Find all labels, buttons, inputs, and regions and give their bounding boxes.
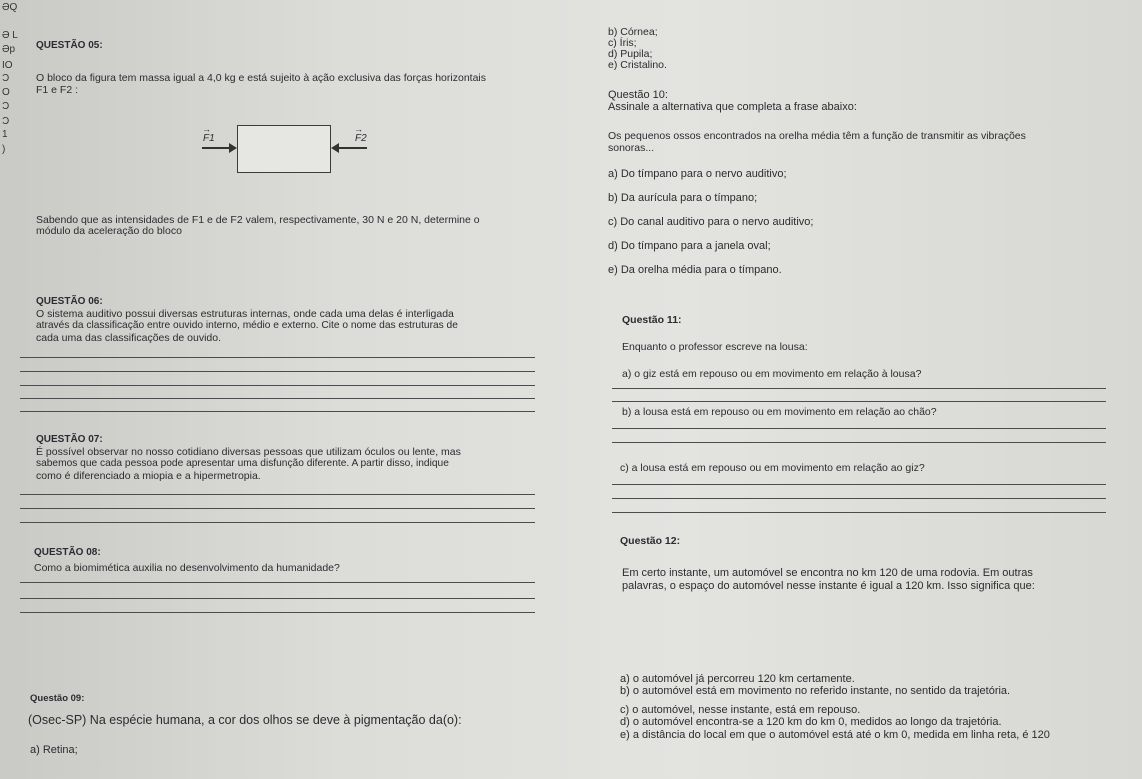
q07-text-1: É possível observar no nosso cotidiano diversas pessoas que utilizam óculos ou lente, mas <box>36 446 461 458</box>
answer-line[interactable] <box>612 401 1106 402</box>
q12-text-1: Em certo instante, um automóvel se encontra no km 120 de uma rodovia. Em outras <box>622 567 1033 579</box>
force-f1-arrow <box>202 147 235 149</box>
q10-text-3: sonoras... <box>608 142 655 154</box>
answer-line[interactable] <box>20 494 535 495</box>
edge-mark: ) <box>2 144 6 155</box>
q11-item-b: b) a lousa está em repouso ou em movimento em relação ao chão? <box>622 406 937 418</box>
q12-option-e: e) a distância do local em que o automóvel está até o km 0, medida em linha reta, é 120 <box>620 729 1050 741</box>
q11-title: Questão 11: <box>622 314 682 326</box>
q09-option-a: a) Retina; <box>30 744 78 756</box>
answer-line[interactable] <box>20 582 535 583</box>
q11-item-c: c) a lousa está em repouso ou em movimento em relação ao giz? <box>620 462 925 474</box>
force-f1-label: → F1 <box>203 133 215 144</box>
q06-text-2: através da classificação entre ouvido interno, médio e externo. Cite o nome das estruturas de <box>36 320 458 331</box>
q12-title: Questão 12: <box>620 535 681 547</box>
q10-text-2: Os pequenos ossos encontrados na orelha média têm a função de transmitir as vibrações <box>608 130 1026 142</box>
q07-text-3: como é diferenciado a miopia e a hipermetropia. <box>36 470 261 482</box>
q12-option-d: d) o automóvel encontra-se a 120 km do km 0, medidos ao longo da trajetória. <box>620 716 1002 728</box>
answer-line[interactable] <box>612 388 1106 389</box>
answer-line[interactable] <box>20 371 535 372</box>
answer-line[interactable] <box>20 598 535 599</box>
answer-line[interactable] <box>20 508 535 509</box>
answer-line[interactable] <box>612 498 1106 499</box>
q10-option-e: e) Da orelha média para o tímpano. <box>608 264 782 276</box>
q05-text-3: Sabendo que as intensidades de F1 e de F2 valem, respectivamente, 30 N e 20 N, determine o <box>36 214 480 226</box>
edge-mark: Ɔ <box>2 73 10 84</box>
q09-option-d: d) Pupila; <box>608 48 653 60</box>
edge-mark: Ɔ <box>2 101 10 112</box>
q10-option-b: b) Da aurícula para o tímpano; <box>608 192 758 204</box>
block-diagram <box>237 125 331 173</box>
edge-mark: O <box>2 87 10 98</box>
edge-mark: Əp <box>2 44 16 55</box>
q07-text-2: sabemos que cada pessoa pode apresentar uma disfunção diferente. A partir disso, indique <box>36 458 449 469</box>
q10-title: Questão 10: <box>608 89 668 101</box>
answer-line[interactable] <box>20 398 535 399</box>
q12-text-2: palavras, o espaço do automóvel nesse instante é igual a 120 km. Isso significa que: <box>622 580 1035 592</box>
q12-option-a: a) o automóvel já percorreu 120 km certamente. <box>620 673 855 685</box>
q08-text-1: Como a biomimética auxilia no desenvolvimento da humanidade? <box>34 562 340 574</box>
edge-mark: IO <box>2 60 13 71</box>
q12-option-c: c) o automóvel, nesse instante, está em repouso. <box>620 704 861 716</box>
q09-option-b: b) Córnea; <box>608 26 658 38</box>
q05-text-2: F1 e F2 : <box>36 84 79 96</box>
q05-title: QUESTÃO 05: <box>36 40 103 51</box>
q08-title: QUESTÃO 08: <box>34 547 101 558</box>
answer-line[interactable] <box>612 442 1106 443</box>
answer-line[interactable] <box>612 484 1106 485</box>
answer-line[interactable] <box>20 522 535 523</box>
q12-option-b: b) o automóvel está em movimento no referido instante, no sentido da trajetória. <box>620 685 1011 697</box>
force-f2-label: → F2 <box>355 133 367 144</box>
edge-mark: Ɔ <box>2 116 10 127</box>
q09-option-c: c) Íris; <box>608 37 637 49</box>
q06-text-1: O sistema auditivo possui diversas estruturas internas, onde cada uma delas é interligada <box>36 308 454 320</box>
answer-line[interactable] <box>20 385 535 386</box>
answer-line[interactable] <box>20 411 535 412</box>
q05-text-4: módulo da aceleração do bloco <box>36 225 182 237</box>
answer-line[interactable] <box>20 612 535 613</box>
q10-option-c: c) Do canal auditivo para o nervo auditivo; <box>608 216 814 228</box>
q07-title: QUESTÃO 07: <box>36 434 103 445</box>
q06-title: QUESTÃO 06: <box>36 296 103 307</box>
q11-item-a: a) o giz está em repouso ou em movimento em relação à lousa? <box>622 368 922 380</box>
q10-text-1: Assinale a alternativa que completa a frase abaixo: <box>608 101 857 113</box>
q09-title: Questão 09: <box>30 693 85 704</box>
answer-line[interactable] <box>612 512 1106 513</box>
q10-option-d: d) Do tímpano para a janela oval; <box>608 240 771 252</box>
edge-mark: 1 <box>2 129 8 140</box>
q06-text-3: cada uma das classificações de ouvido. <box>36 332 222 344</box>
q09-text-1: (Osec-SP) Na espécie humana, a cor dos olhos se deve à pigmentação da(o): <box>28 713 462 727</box>
answer-line[interactable] <box>612 428 1106 429</box>
edge-mark: ƏQ <box>2 2 18 13</box>
q05-text-1: O bloco da figura tem massa igual a 4,0 kg e está sujeito à ação exclusiva das forças horizontais <box>36 72 486 84</box>
edge-mark: Ə L <box>2 30 18 41</box>
q11-text-1: Enquanto o professor escreve na lousa: <box>622 341 808 353</box>
q09-option-e: e) Cristalino. <box>608 59 667 71</box>
q10-option-a: a) Do tímpano para o nervo auditivo; <box>608 168 787 180</box>
answer-line[interactable] <box>20 357 535 358</box>
force-f2-arrow <box>333 147 367 149</box>
